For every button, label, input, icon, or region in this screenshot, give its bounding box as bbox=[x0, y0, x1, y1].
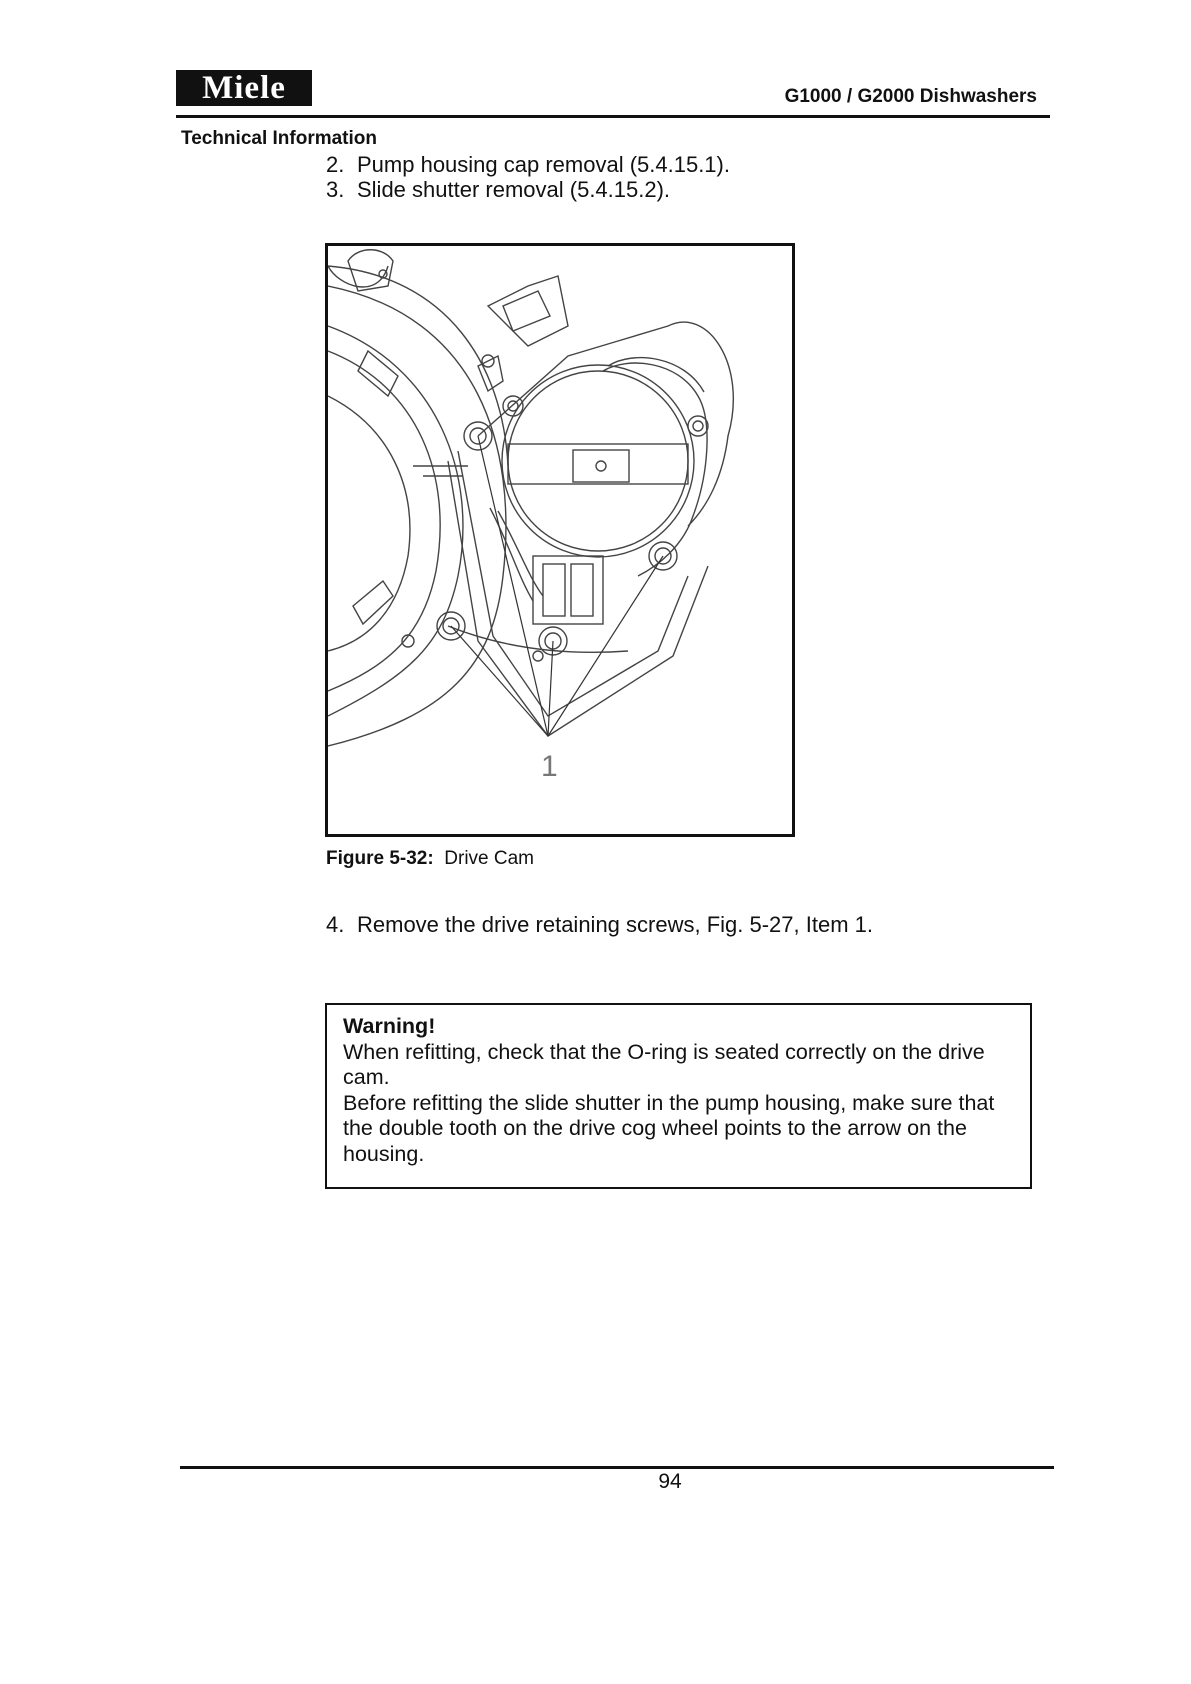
page-number: 94 bbox=[658, 1470, 682, 1493]
figure-caption bbox=[326, 848, 534, 870]
warning-line: Before refitting the slide shutter in the pump housing, make sure that bbox=[343, 1090, 995, 1115]
step-text: Slide shutter removal (5.4.15.2). bbox=[357, 177, 671, 202]
warning-line: cam. bbox=[343, 1065, 390, 1089]
section-heading: Technical Information bbox=[181, 128, 378, 149]
screw bbox=[688, 416, 708, 436]
warning-line: When refitting, check that the O-ring is seated correctly on the drive bbox=[343, 1039, 985, 1064]
warning-line: housing. bbox=[343, 1141, 425, 1166]
footer-rule bbox=[180, 1466, 1054, 1469]
step-3 bbox=[326, 177, 670, 203]
caption-label: Figure 5-32: bbox=[326, 848, 434, 869]
callout-label: 1 bbox=[541, 750, 558, 783]
document-title: G1000 / G2000 Dishwashers bbox=[784, 86, 1037, 107]
warning-title: Warning! bbox=[343, 1014, 436, 1038]
step-text: Remove the drive retaining screws, Fig. 5-27, Item 1. bbox=[357, 912, 873, 937]
step-text: Pump housing cap removal (5.4.15.1). bbox=[357, 152, 730, 177]
warning-line: the double tooth on the drive cog wheel points to the arrow on the bbox=[343, 1116, 967, 1140]
step-number: 4. bbox=[326, 912, 345, 937]
step-number: 2. bbox=[326, 152, 345, 177]
caption-text: Drive Cam bbox=[444, 848, 534, 869]
drive-cam-figure bbox=[325, 243, 795, 837]
miele-logo: Miele bbox=[176, 70, 312, 106]
drive-cam-drawing bbox=[328, 246, 792, 834]
step-number: 3. bbox=[326, 177, 345, 202]
header-rule bbox=[176, 115, 1050, 118]
step-2 bbox=[326, 152, 730, 178]
step-4 bbox=[326, 912, 873, 938]
warning-box bbox=[325, 1003, 1032, 1189]
